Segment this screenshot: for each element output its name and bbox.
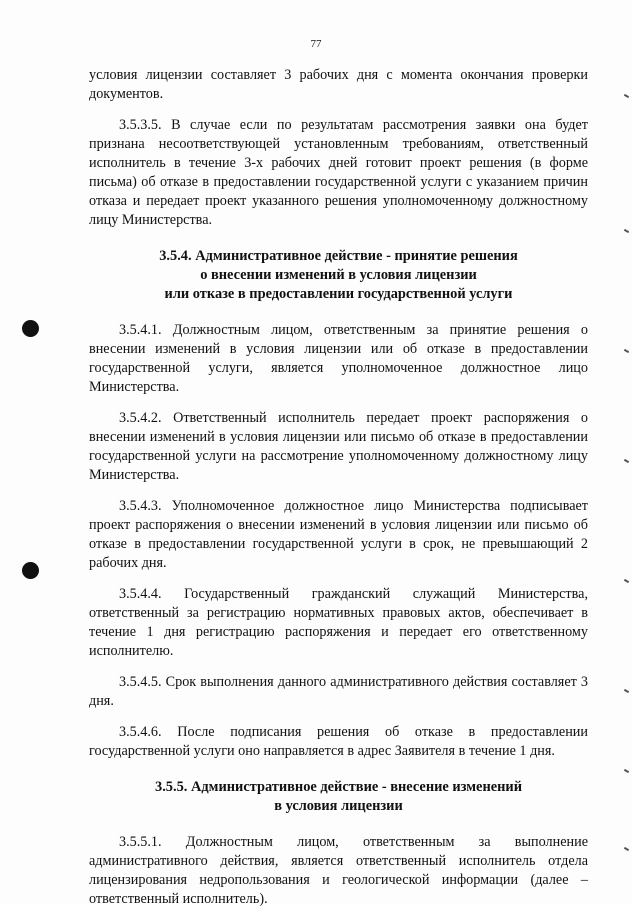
scan-mark — [624, 459, 629, 463]
document-body — [89, 66, 588, 909]
paragraph-3-5-3-5: 3.5.3.5. В случае если по результатам рассмотрения заявки она будет признана несоответствующей установленным требованиям, ответственный исполнитель в течение 3-х рабочих дней готовит проект решения (в форме письма) об отказе в предоставлении государственной услуги с указанием причин отказа и передает проект указанного решения уполномоченному должностному лицу Министерства. — [89, 117, 588, 228]
page-number: 77 — [310, 38, 322, 50]
heading-line: 3.5.5. Административное действие - внесение изменений — [155, 779, 522, 795]
scan-mark — [624, 689, 629, 693]
paragraph-3-5-4-1: 3.5.4.1. Должностным лицом, ответственным за принятие решения о внесении изменений в условия лицензии или об отказе в предоставлении государственной услуги, является уполномоченное должностное лицо Министерства. — [89, 322, 588, 395]
binder-hole-top — [22, 320, 39, 337]
heading-line: или отказе в предоставлении государственной услуги — [164, 286, 513, 302]
scan-mark — [624, 769, 629, 773]
paragraph-3-5-5-1: 3.5.5.1. Должностным лицом, ответственным за выполнение административного действия, является ответственный исполнитель отдела лицензирования недропользования и геологической информации (далее – ответственный исполнитель). — [89, 834, 588, 907]
scan-mark — [624, 94, 629, 98]
section-heading-3-5-4 — [89, 247, 588, 304]
paragraph-3-5-4-4: 3.5.4.4. Государственный гражданский служащий Министерства, ответственный за регистрацию нормативных правовых актов, обеспечивает в течение 1 дня регистрацию распоряжения и передает его ответственному исполнителю. — [89, 586, 588, 659]
heading-line: 3.5.4. Административное действие - принятие решения — [159, 248, 518, 264]
paragraph-3-5-4-5: 3.5.4.5. Срок выполнения данного административного действия составляет 3 дня. — [89, 674, 588, 709]
scan-mark — [624, 847, 629, 851]
paragraph-continuation: условия лицензии составляет 3 рабочих дня с момента окончания проверки документов. — [89, 67, 588, 102]
paragraph-3-5-4-6: 3.5.4.6. После подписания решения об отказе в предоставлении государственной услуги оно направляется в адрес Заявителя в течение 1 дня. — [89, 724, 588, 759]
paragraph-3-5-4-3: 3.5.4.3. Уполномоченное должностное лицо Министерства подписывает проект распоряжения о внесении изменений в условия лицензии или письмо об отказе в предоставлении государственной услуги в срок, не превышающий 2 рабочих дня. — [89, 498, 588, 571]
binder-hole-bottom — [22, 562, 39, 579]
scan-mark — [624, 229, 629, 233]
heading-line: в условия лицензии — [274, 798, 403, 814]
section-heading-3-5-5 — [89, 778, 588, 816]
heading-line: о внесении изменений в условия лицензии — [200, 267, 477, 283]
paragraph-3-5-4-2: 3.5.4.2. Ответственный исполнитель передает проект распоряжения о внесении изменений в условия лицензии или письмо об отказе в предоставлении государственной услуги на рассмотрение уполномоченному должностному лицу Министерства. — [89, 410, 588, 483]
scan-mark — [624, 579, 629, 583]
scan-mark — [624, 349, 629, 353]
